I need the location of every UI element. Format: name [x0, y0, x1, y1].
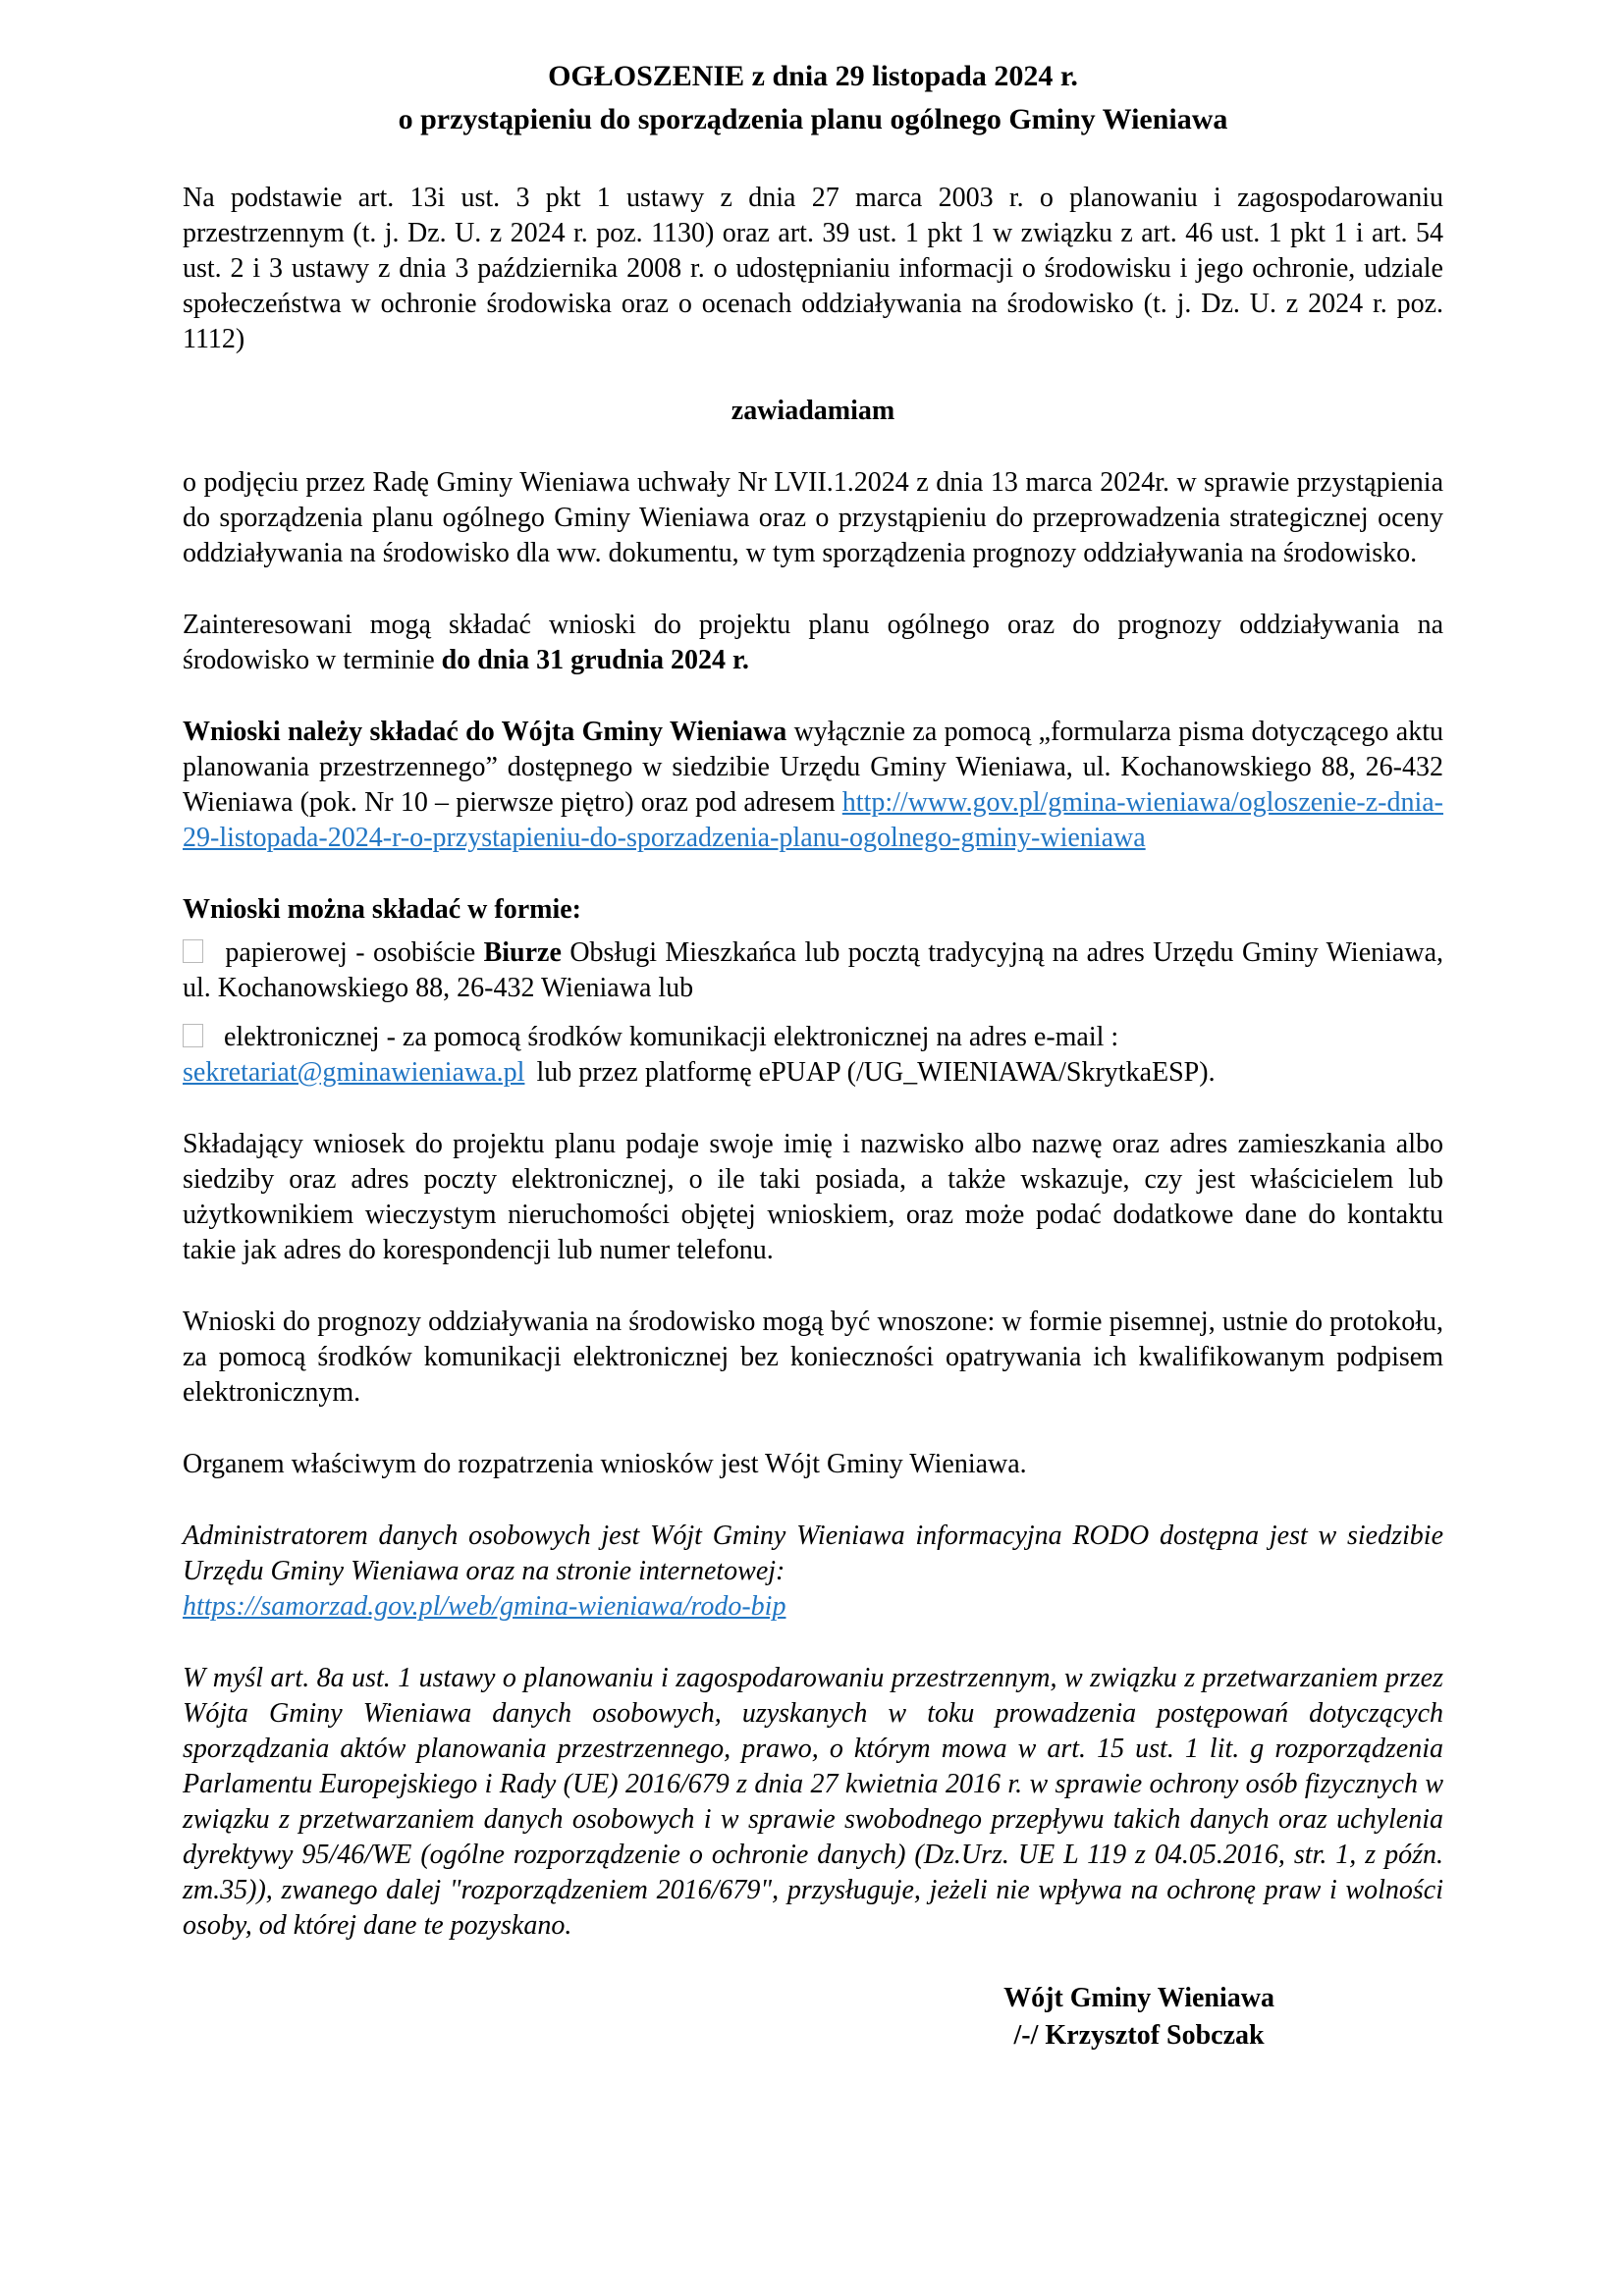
paragraph-gdpr-legal: W myśl art. 8a ust. 1 ustawy o planowaniu i zagospodarowaniu przestrzennym, w związku z przetwarzaniem przez Wójta Gminy Wieniawa danych osobowych, uzyskanych w toku prowadzenia postępowań dotyczących sporządzania aktów planowania przestrzennego, prawo, o którym mowa w art. 15 ust. 1 lit. g rozporządzenia Parlamentu Europejskiego i Rady (UE) 2016/679 z dnia 27 kwietnia 2016 r. w sprawie ochrony osób fizycznych w związku z przetwarzaniem danych osobowych i w sprawie swobodnego przepływu takich danych oraz uchylenia dyrektywy 95/46/WE (ogólne rozporządzenie o ochronie danych) (Dz.Urz. UE L 119 z 04.05.2016, str. 1, z późn. zm.35)), zwanego dalej "rozporządzeniem 2016/679", przysługuje, jeżeli nie wpływa na ochronę praw i wolności osoby, od której dane te pozyskano.: [183, 1663, 1443, 1941]
bullet-paper-form: [183, 935, 1443, 1006]
document-title: [183, 55, 1443, 141]
paragraph-authority: Organem właściwym do rozpatrzenia wniosków jest Wójt Gminy Wieniawa.: [183, 1449, 1027, 1479]
paragraph-legal-basis: [183, 181, 1443, 357]
document-title-line1: OGŁOSZENIE z dnia 29 listopada 2024 r.: [548, 60, 1078, 92]
bullet-electronic-text: elektronicznej - za pomocą środków komunikacji elektronicznej na adres e-mail :: [217, 1022, 1119, 1052]
rodo-text: Administratorem danych osobowych jest Wójt Gminy Wieniawa informacyjna RODO dostępna jest w siedzibie Urzędu Gminy Wieniawa oraz na stronie internetowej:: [183, 1521, 1443, 1586]
checkbox-icon: [183, 939, 203, 963]
forms-heading: Wnioski można składać w formie:: [183, 894, 581, 925]
paragraph-submission: [183, 715, 1443, 856]
paragraph-rodo: [183, 1519, 1443, 1625]
signature-block: [1003, 1980, 1274, 2055]
submission-text: wyłącznie za pomocą „formularza pisma dotyczącego aktu planowania przestrzennego” dostępnego w siedzibie Urzędu Gminy Wieniawa, ul. Kochanowskiego 88, 26-432 Wieniawa (pok. Nr 10 – pierwsze piętro) oraz pod adresem: [183, 717, 1443, 818]
bullet-paper-pre: papierowej - osobiście: [217, 937, 484, 968]
announcement-url-link[interactable]: http://www.gov.pl/gmina-wieniawa/ogloszenie-z-dnia-29-listopada-2024-r-o-przystapieniu-do-sporzadzenia-planu-ogolnego-gminy-wieniawa: [183, 787, 1443, 853]
submission-lead: Wnioski należy składać do Wójta Gminy Wieniawa: [183, 717, 787, 747]
paragraph-env-requests: Wnioski do prognozy oddziaływania na środowisko mogą być wnoszone: w formie pisemnej, ustnie do protokołu, za pomocą środków komunikacji elektronicznej bez konieczności opatrywania ich kwalifikowanym podpisem elektronicznym.: [183, 1307, 1443, 1408]
paragraph-deadline: [183, 608, 1443, 678]
bullet-paper-post: Obsługi Mieszkańca lub pocztą tradycyjną na adres Urzędu Gminy Wieniawa, ul. Kochanowskiego 88, 26-432 Wieniawa lub: [183, 937, 1443, 1003]
document-title-line2: o przystąpieniu do sporządzenia planu ogólnego Gminy Wieniawa: [398, 103, 1228, 135]
signature-title: Wójt Gminy Wieniawa: [1003, 1983, 1274, 2013]
rodo-link[interactable]: https://samorzad.gov.pl/web/gmina-wieniawa/rodo-bip: [183, 1591, 786, 1622]
bullet-electronic-form: [183, 1020, 1443, 1091]
legal-basis-text: Na podstawie art. 13i ust. 3 pkt 1 ustawy z dnia 27 marca 2003 r. o planowaniu i zagospodarowaniu przestrzennym (t. j. Dz. U. z 2024 r. poz. 1130) oraz art. 39 ust. 1 pkt 1 w związku z art. 46 ust. 1 pkt 1 i art. 54 ust. 2 i 3 ustawy z dnia 3 października 2008 r. o udostępnianiu informacji o środowisku i jego ochronie, udziale społeczeństwa w ochronie środowiska oraz o ocenach oddziaływania na środowisko (t. j. Dz. U. z 2024 r. poz. 1112): [183, 183, 1443, 354]
bullet-paper-bold: Biurze: [483, 937, 562, 968]
deadline-date: do dnia 31 grudnia 2024 r.: [441, 645, 749, 675]
signature-name: /-/ Krzysztof Sobczak: [1013, 2020, 1265, 2051]
resolution-text: o podjęciu przez Radę Gminy Wieniawa uchwały Nr LVII.1.2024 z dnia 13 marca 2024r. w sprawie przystąpienia do sporządzenia planu ogólnego Gminy Wieniawa oraz o przystąpieniu do przeprowadzenia strategicznej oceny oddziaływania na środowisko dla ww. dokumentu, w tym sporządzenia prognozy oddziaływania na środowisko.: [183, 467, 1443, 568]
paragraph-resolution: [183, 465, 1443, 571]
notify-word: zawiadamiam: [731, 396, 895, 426]
email-link[interactable]: sekretariat@gminawieniawa.pl: [183, 1057, 525, 1088]
bullet-electronic-post: lub przez platformę ePUAP (/UG_WIENIAWA/SkrytkaESP).: [536, 1057, 1216, 1088]
checkbox-icon: [183, 1024, 203, 1047]
paragraph-applicant-data: Składający wniosek do projektu planu podaje swoje imię i nazwisko albo nazwę oraz adres zamieszkania albo siedziby oraz adres poczty elektronicznej, o ile taki posiada, a także wskazuje, czy jest właścicielem lub użytkownikiem wieczystym nieruchomości objętej wnioskiem, oraz może podać dodatkowe dane do kontaktu takie jak adres do korespondencji lub numer telefonu.: [183, 1129, 1443, 1265]
deadline-text: Zainteresowani mogą składać wnioski do projektu planu ogólnego oraz do prognozy oddziaływania na środowisko w terminie: [183, 610, 1443, 675]
